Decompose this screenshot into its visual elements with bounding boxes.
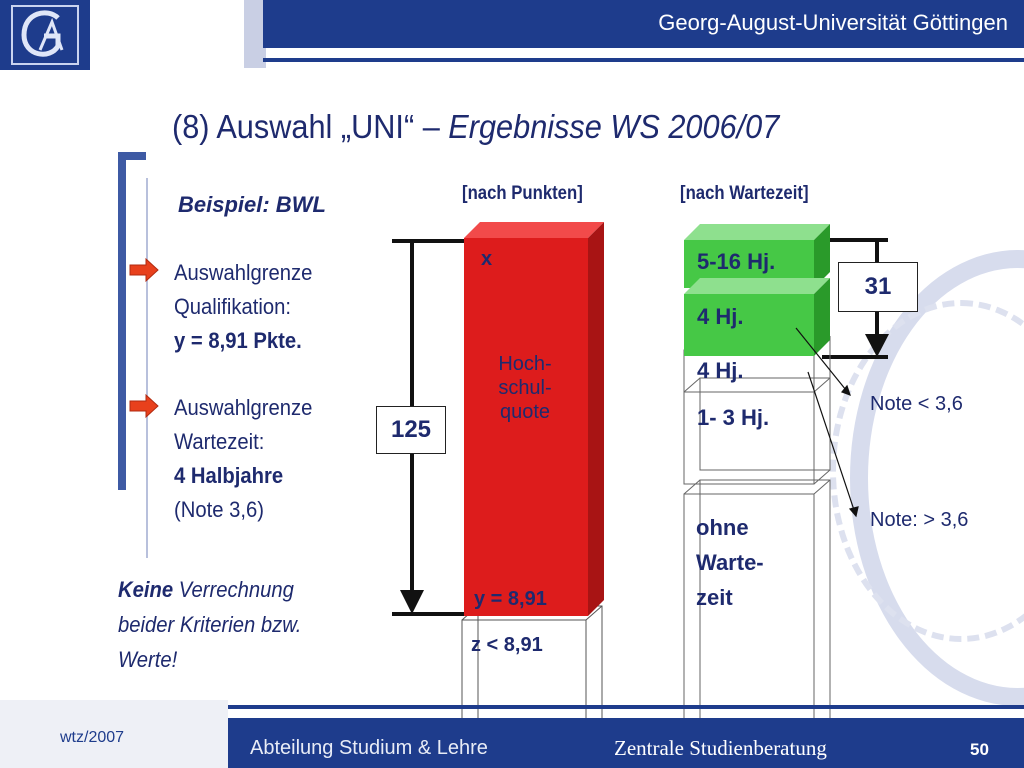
warte-note: (Note 3,6) [174,497,265,522]
note-grade-below: Note < 3,6 [870,393,963,415]
ohne-line2: Warte- [696,550,764,575]
hsq-line2: schul- [498,377,552,399]
title-main: (8) Auswahl „UNI“ – [172,108,449,145]
waiting-label-5-16: 5-16 Hj. [697,249,776,274]
quali-value: y = 8,91 Pkte. [174,328,302,353]
keine-bold: Keine [118,577,174,602]
footer-department: Abteilung Studium & Lehre [250,737,488,759]
example-label: Beispiel: BWL [178,192,326,217]
bar-label-y: y = 8,91 [474,588,547,610]
count-box-31: 31 [838,262,918,312]
waiting-label-1-3: 1- 3 Hj. [697,405,770,430]
count-box-125: 125 [376,406,446,454]
hsq-line1: Hoch- [498,353,552,375]
keine-line3: Werte! [118,647,178,672]
warte-line1: Auswahlgrenze [174,395,313,420]
bar-label-z: z < 8,91 [471,634,543,656]
quali-line2: Qualifikation: [174,294,292,319]
bar-label-x: x [481,248,493,270]
title-italic: Ergebnisse WS 2006/07 [448,108,780,145]
quali-line1: Auswahlgrenze [174,260,313,285]
page-number: 50 [970,740,989,759]
footer-center-name: Zentrale Studienberatung [614,736,827,760]
waiting-label-none [696,510,764,615]
hsq-line3: quote [499,401,551,423]
university-name: Georg-August-Universität Göttingen [658,10,1008,35]
warte-line2: Wartezeit: [174,429,265,454]
note-grade-above: Note: > 3,6 [870,509,969,531]
footer-divider [228,705,1024,709]
footer-date: wtz/2007 [60,729,125,746]
ohne-line1: ohne [696,515,749,540]
waiting-label-4b: 4 Hj. [697,358,744,383]
warte-value: 4 Halbjahre [174,463,284,488]
ohne-line3: zeit [696,585,733,610]
keine-line2: beider Kriterien bzw. [118,612,302,637]
waiting-label-4a: 4 Hj. [697,304,744,329]
bar-label-hochschulquote [480,352,570,424]
column-header-waiting: [nach Wartezeit] [680,183,809,204]
column-header-points: [nach Punkten] [462,183,583,204]
keine-rest: Verrechnung [173,577,294,602]
